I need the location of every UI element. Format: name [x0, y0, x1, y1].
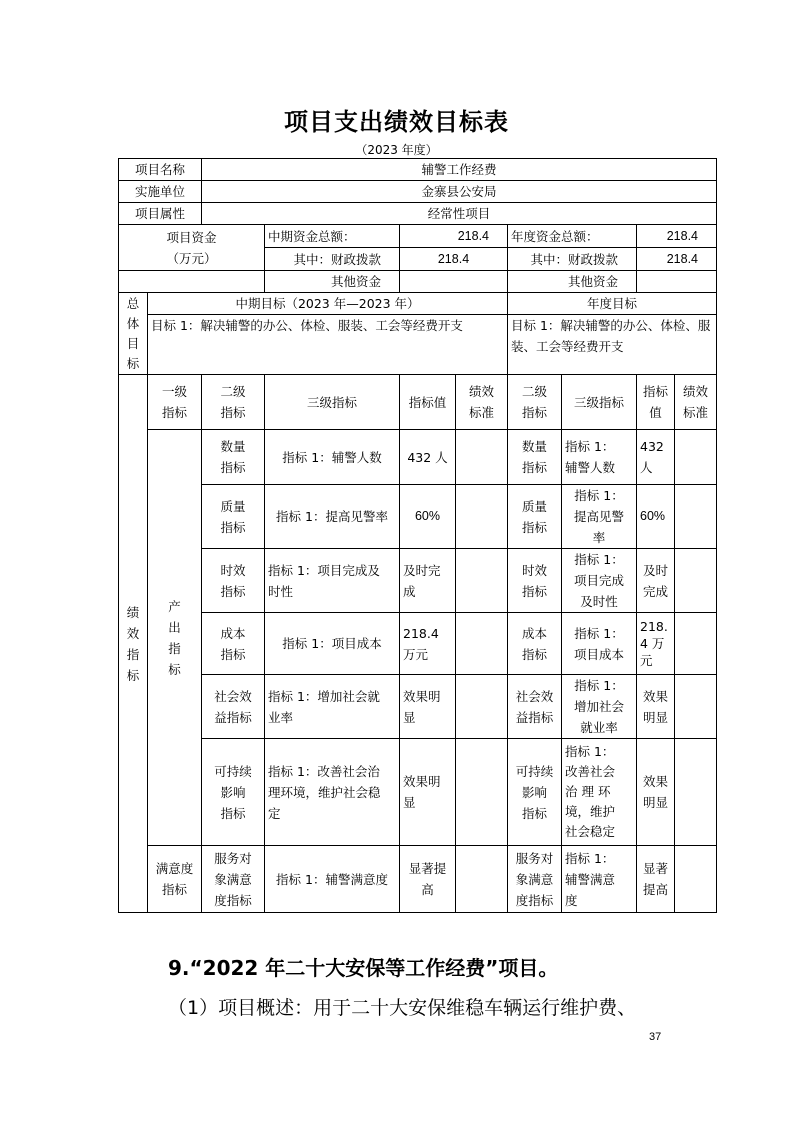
row-level2: 成本 指标: [202, 613, 265, 675]
header-standard: 绩效 标准: [456, 375, 508, 430]
row-level3: 指标 1：项目成本: [265, 613, 400, 675]
mid-goal-text: 目标 1：解决辅警的办公、体检、服装、工会等经费开支: [148, 315, 508, 375]
row-year-value: 60%: [637, 485, 675, 549]
header-level1: 一级 指标: [148, 375, 202, 430]
year-total-label: 年度资金总额：: [508, 225, 637, 248]
row-value: 218.4 万元: [400, 613, 456, 675]
header-value: 指标值: [400, 375, 456, 430]
row-standard: [456, 430, 508, 485]
row-year-value: 218. 4 万 元: [637, 613, 675, 675]
row-year-level2: 数量 指标: [508, 430, 562, 485]
row-year-standard: [675, 549, 717, 613]
project-funds-label: 项目资金 （万元）: [119, 225, 265, 271]
row-year-level2: 社会效 益指标: [508, 675, 562, 739]
satisfaction-indicator-label: 满意度 指标: [148, 846, 202, 913]
row-level2: 服务对 象满意 度指标: [202, 846, 265, 913]
row-year-standard: [675, 430, 717, 485]
row-standard: [456, 549, 508, 613]
mid-total-label: 中期资金总额：: [265, 225, 400, 248]
mid-other-label: 其他资金: [265, 271, 400, 293]
year-other-value: [637, 271, 717, 293]
mid-fiscal-value: 218.4: [400, 248, 508, 271]
funds-blank: [119, 271, 265, 293]
row-year-level3: 指标 1： 辅警人数: [562, 430, 637, 485]
row-standard: [456, 846, 508, 913]
row-year-level3: 指标 1： 项目成本: [562, 613, 637, 675]
overall-goal-label: 总 体 目 标: [119, 293, 148, 375]
row-level3: 指标 1：改善社会治 理环境，维护社会稳 定: [265, 739, 400, 846]
year-fiscal-label: 其中：财政拨款: [508, 248, 637, 271]
project-attribute-label: 项目属性: [119, 203, 202, 225]
row-year-value: 显著 提高: [637, 846, 675, 913]
row-level2: 可持续 影响 指标: [202, 739, 265, 846]
row-value: 显著提 高: [400, 846, 456, 913]
row-level3: 指标 1：辅警人数: [265, 430, 400, 485]
mid-goal-header: 中期目标（2023 年—2023 年）: [148, 293, 508, 315]
row-level3: 指标 1：辅警满意度: [265, 846, 400, 913]
header-level3: 三级指标: [265, 375, 400, 430]
performance-target-table: [118, 158, 717, 913]
row-year-standard: [675, 846, 717, 913]
row-value: 效果明 显: [400, 739, 456, 846]
row-level3: 指标 1：提高见警率: [265, 485, 400, 549]
row-level2: 数量 指标: [202, 430, 265, 485]
mid-total-value: 218.4: [400, 225, 508, 248]
project-name-label: 项目名称: [119, 159, 202, 181]
row-year-level2: 质量 指标: [508, 485, 562, 549]
page-number: 37: [649, 1031, 662, 1043]
row-year-value: 及时 完成: [637, 549, 675, 613]
header-year-value: 指标 值: [637, 375, 675, 430]
row-standard: [456, 675, 508, 739]
section-paragraph: （1）项目概述：用于二十大安保维稳车辆运行维护费、: [168, 997, 637, 1019]
row-value: 效果明 显: [400, 675, 456, 739]
project-attribute-value: 经常性项目: [202, 203, 717, 225]
output-indicator-label: 产 出 指 标: [148, 430, 202, 846]
row-year-level3: 指标 1： 改善社会 治 理 环 境，维护 社会稳定: [562, 739, 637, 846]
header-year-level3: 三级指标: [562, 375, 637, 430]
row-year-standard: [675, 675, 717, 739]
year-other-label: 其他资金: [508, 271, 637, 293]
row-year-level2: 时效 指标: [508, 549, 562, 613]
row-year-value: 432 人: [637, 430, 675, 485]
header-level2: 二级 指标: [202, 375, 265, 430]
row-value: 及时完 成: [400, 549, 456, 613]
row-level3: 指标 1：项目完成及 时性: [265, 549, 400, 613]
mid-fiscal-label: 其中：财政拨款: [265, 248, 400, 271]
performance-indicator-label: 绩 效 指 标: [119, 375, 148, 913]
section-heading: 9.“2022 年二十大安保等工作经费”项目。: [168, 956, 559, 980]
year-goal-header: 年度目标: [508, 293, 717, 315]
row-year-standard: [675, 485, 717, 549]
row-year-level3: 指标 1： 提高见警 率: [562, 485, 637, 549]
row-standard: [456, 739, 508, 846]
year-fiscal-value: 218.4: [637, 248, 717, 271]
row-year-value: 效果 明显: [637, 739, 675, 846]
row-level2: 时效 指标: [202, 549, 265, 613]
mid-other-value: [400, 271, 508, 293]
year-goal-text: 目标 1：解决辅警的办公、体检、服装、工会等经费开支: [508, 315, 717, 375]
row-level3: 指标 1：增加社会就 业率: [265, 675, 400, 739]
row-level2: 社会效 益指标: [202, 675, 265, 739]
row-year-level3: 指标 1： 项目完成 及时性: [562, 549, 637, 613]
project-name-value: 辅警工作经费: [202, 159, 717, 181]
row-value: 432 人: [400, 430, 456, 485]
row-year-level3: 指标 1： 增加社会 就业率: [562, 675, 637, 739]
row-year-level2: 可持续 影响 指标: [508, 739, 562, 846]
header-year-standard: 绩效 标准: [675, 375, 717, 430]
row-year-level2: 成本 指标: [508, 613, 562, 675]
row-standard: [456, 613, 508, 675]
row-year-level3: 指标 1： 辅警满意 度: [562, 846, 637, 913]
row-standard: [456, 485, 508, 549]
header-year-level2: 二级 指标: [508, 375, 562, 430]
row-year-value: 效果 明显: [637, 675, 675, 739]
implementing-unit-label: 实施单位: [119, 181, 202, 203]
row-year-standard: [675, 739, 717, 846]
row-year-level2: 服务对 象满意 度指标: [508, 846, 562, 913]
page-title: 项目支出绩效目标表: [284, 108, 509, 136]
year-line: （2023 年度）: [355, 143, 438, 157]
year-total-value: 218.4: [637, 225, 717, 248]
implementing-unit-value: 金寨县公安局: [202, 181, 717, 203]
row-level2: 质量 指标: [202, 485, 265, 549]
row-year-standard: [675, 613, 717, 675]
row-value: 60%: [400, 485, 456, 549]
